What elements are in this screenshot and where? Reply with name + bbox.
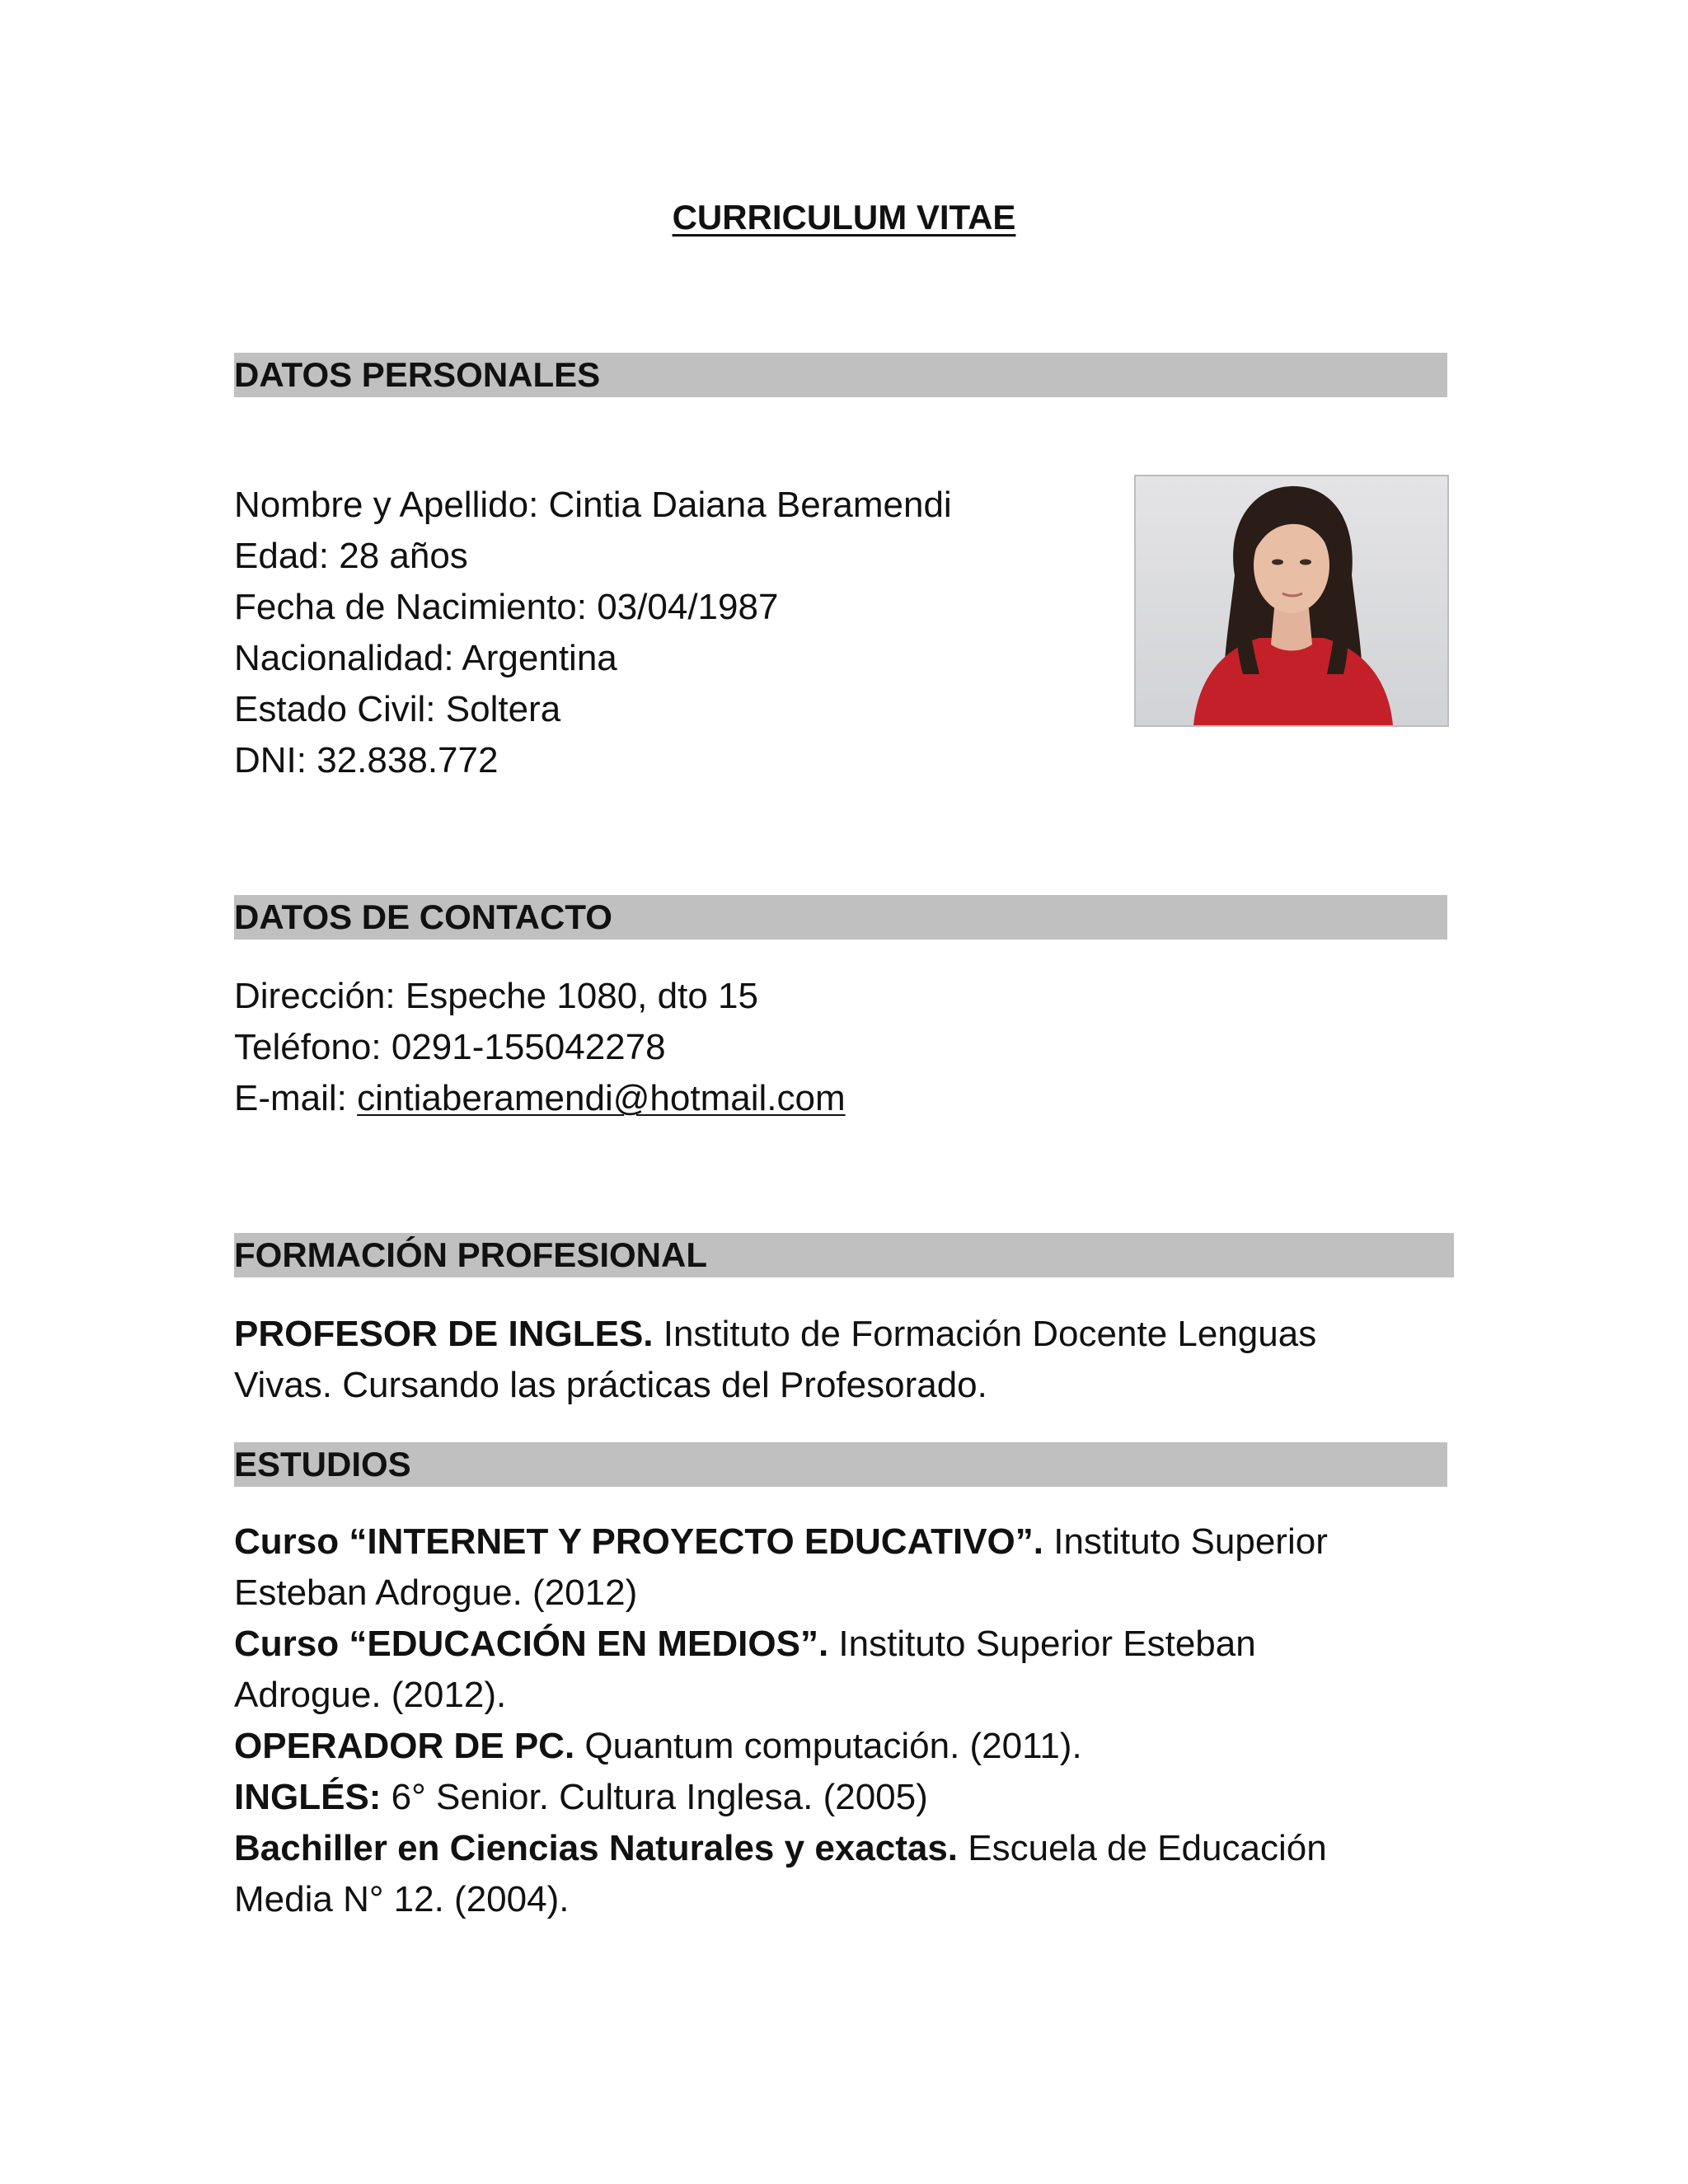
profile-photo [1134,475,1449,727]
section-heading-contact: DATOS DE CONTACTO [234,895,1447,940]
name-label: Nombre y Apellido: [234,485,549,525]
study-course2-line-1 [234,1619,1256,1670]
email-link[interactable]: cintiaberamendi@hotmail.com [357,1078,846,1118]
study-english-line [234,1772,928,1823]
birth-label: Fecha de Nacimiento: [234,587,598,627]
course2-title: Curso “EDUCACIÓN EN MEDIOS”. [234,1624,829,1664]
profile-photo-illustration [1136,476,1447,725]
dni-label: DNI: [234,740,317,780]
contact-email-line [234,1073,846,1124]
training-line-1 [234,1309,1316,1360]
nationality-value: Argentina [462,638,617,678]
training-institution: Instituto de Formación Docente Lenguas [653,1314,1317,1354]
civil-value: Soltera [445,689,561,729]
study-bachiller-line-2: Media N° 12. (2004). [234,1879,570,1919]
nationality-label: Nacionalidad: [234,638,462,678]
personal-birth-line [234,582,778,633]
address-value: Espeche 1080, dto 15 [405,976,758,1016]
age-label: Edad: [234,536,340,576]
course1-title: Curso “INTERNET Y PROYECTO EDUCATIVO”. [234,1521,1043,1562]
contact-address-line [234,971,758,1022]
section-heading-studies: ESTUDIOS [234,1442,1447,1487]
course1-rest: Instituto Superior [1043,1521,1328,1562]
age-value: 28 años [339,536,468,576]
phone-value: 0291-155042278 [391,1027,666,1067]
phone-label: Teléfono: [234,1027,392,1067]
pc-title: OPERADOR DE PC. [234,1726,575,1766]
birth-value: 03/04/1987 [597,587,779,627]
english-title: INGLÉS: [234,1777,382,1817]
study-bachiller-line-1 [234,1823,1327,1874]
address-label: Dirección: [234,976,406,1016]
personal-nationality-line [234,633,617,684]
bachiller-rest: Escuela de Educación [958,1828,1327,1868]
section-heading-personal: DATOS PERSONALES [234,353,1447,397]
contact-phone-line [234,1022,666,1073]
personal-civil-line [234,684,560,735]
section-heading-training: FORMACIÓN PROFESIONAL [234,1233,1454,1277]
dni-value: 32.838.772 [316,740,499,780]
civil-label: Estado Civil: [234,689,446,729]
study-course2-line-2: Adrogue. (2012). [234,1675,507,1715]
study-course1-line-2: Esteban Adrogue. (2012) [234,1572,638,1613]
bachiller-title: Bachiller en Ciencias Naturales y exactas. [234,1828,959,1868]
training-title: PROFESOR DE INGLES. [234,1314,654,1354]
pc-rest: Quantum computación. (2011). [574,1726,1082,1766]
page-title [0,194,1688,241]
english-rest: 6° Senior. Cultura Inglesa. (2005) [381,1777,928,1817]
personal-dni-line [234,735,498,786]
study-course1-line-1 [234,1516,1328,1568]
study-pc-line [234,1721,1082,1772]
course2-rest: Instituto Superior Esteban [828,1624,1256,1664]
page-title-text: CURRICULUM VITAE [672,198,1016,237]
email-label: E-mail: [234,1078,358,1118]
personal-age-line [234,531,468,582]
name-value: Cintia Daiana Beramendi [548,485,952,525]
personal-name-line [234,480,952,531]
training-line-2: Vivas. Cursando las prácticas del Profesorado. [234,1365,987,1405]
